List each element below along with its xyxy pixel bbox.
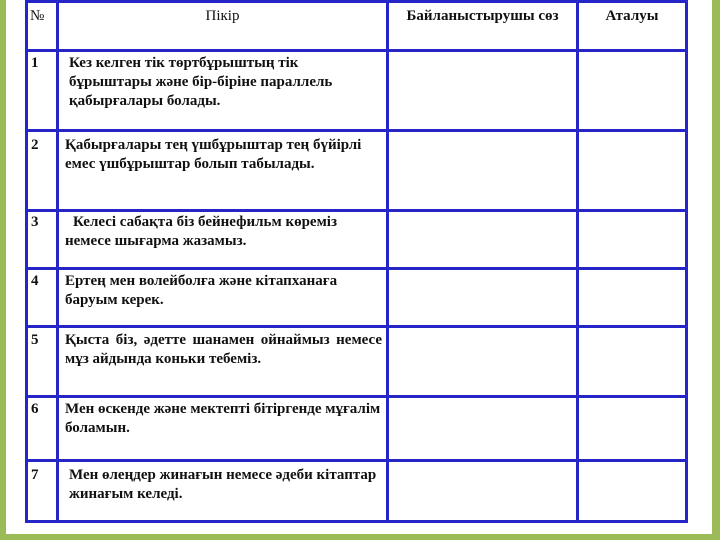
row-sentence: Қыста біз, әдетте шанамен ойнаймыз немесе мұз айдында коньки тебеміз.: [58, 327, 388, 397]
header-name: Аталуы: [578, 2, 687, 51]
sentence-table: [25, 0, 688, 523]
row-name-cell[interactable]: [578, 51, 687, 131]
row-number: 3: [27, 211, 58, 269]
header-sentence: Пікір: [58, 2, 388, 51]
row-sentence: Кез келген тік төртбұрыштың тік бұрыштары және бір-біріне параллель қабырғалары болады.: [58, 51, 388, 131]
row-number: 1: [27, 51, 58, 131]
row-connective-cell[interactable]: [388, 269, 578, 327]
table-row: [27, 461, 687, 522]
row-sentence: Мен өлеңдер жинағын немесе әдеби кітаптар жинағым келеді.: [58, 461, 388, 522]
row-connective-cell[interactable]: [388, 397, 578, 461]
row-number: 5: [27, 327, 58, 397]
row-sentence: Мен өскенде және мектепті бітіргенде мұғалім боламын.: [58, 397, 388, 461]
row-sentence: Қабырғалары тең үшбұрыштар тең бүйірлі емес үшбұрыштар болып табылады.: [58, 131, 388, 211]
table-row: [27, 327, 687, 397]
row-connective-cell[interactable]: [388, 131, 578, 211]
row-connective-cell[interactable]: [388, 211, 578, 269]
row-number: 4: [27, 269, 58, 327]
row-name-cell[interactable]: [578, 131, 687, 211]
table-container: [25, 0, 688, 523]
table-row: [27, 51, 687, 131]
row-name-cell[interactable]: [578, 397, 687, 461]
row-number: 2: [27, 131, 58, 211]
row-connective-cell[interactable]: [388, 327, 578, 397]
row-connective-cell[interactable]: [388, 461, 578, 522]
slide: [6, 0, 712, 534]
row-name-cell[interactable]: [578, 269, 687, 327]
table-row: [27, 397, 687, 461]
header-connective: Байланыстырушы сөз: [388, 2, 578, 51]
row-name-cell[interactable]: [578, 461, 687, 522]
table-row: [27, 211, 687, 269]
row-name-cell[interactable]: [578, 327, 687, 397]
table-header-row: [27, 2, 687, 51]
row-sentence: Келесі сабақта біз бейнефильм көреміз немесе шығарма жазамыз.: [58, 211, 388, 269]
header-number: №: [27, 2, 58, 51]
row-number: 6: [27, 397, 58, 461]
row-number: 7: [27, 461, 58, 522]
table-row: [27, 269, 687, 327]
row-sentence: Ертең мен волейболға және кітапханаға баруым керек.: [58, 269, 388, 327]
row-name-cell[interactable]: [578, 211, 687, 269]
row-connective-cell[interactable]: [388, 51, 578, 131]
table-row: [27, 131, 687, 211]
